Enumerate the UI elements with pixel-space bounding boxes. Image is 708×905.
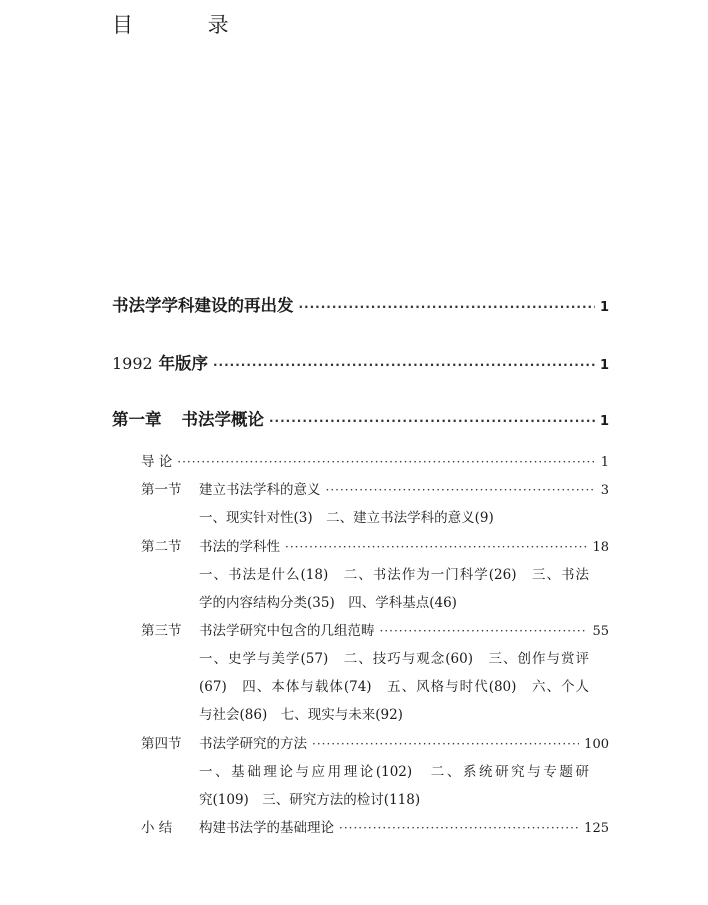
toc-page-number: 100 [584, 737, 609, 752]
toc-entry-label-text: 年版序 [158, 354, 208, 373]
toc-entry-label [141, 732, 307, 752]
toc-page-number: 18 [592, 540, 609, 555]
section-title: 书法的学科性 [199, 539, 280, 555]
toc-entry-section-3[interactable] [141, 619, 609, 639]
toc-entry-label [141, 450, 172, 470]
toc-entry-label [141, 478, 321, 498]
dot-leader [339, 821, 579, 835]
subsection-list: 学的内容结构分类(35) 四、学科基点(46) [199, 595, 457, 611]
toc-page-number: 1 [599, 414, 609, 429]
chapter-title: 书法学概论 [181, 410, 264, 429]
toc-page-number: 125 [584, 821, 609, 836]
section-head: 小 结 [141, 820, 173, 836]
toc-entry-label [141, 535, 280, 555]
subsection-list: 一、史学与美学(57) 二、技巧与观念(60) 三、创作与赏评 [199, 651, 589, 667]
toc-entry-label [141, 816, 334, 836]
toc-entry-section-4[interactable] [141, 732, 609, 752]
toc-entry-preface[interactable] [112, 292, 609, 316]
toc-entry-section-1[interactable] [141, 478, 609, 498]
dot-leader [380, 624, 588, 638]
subsection-list: 一、书法是什么(18) 二、书法作为一门科学(26) 三、书法 [199, 567, 589, 583]
subsection-list: (67) 四、本体与载体(74) 五、风格与时代(80) 六、个人 [199, 679, 589, 695]
dot-leader [213, 358, 595, 372]
toc-page-number: 1 [600, 455, 609, 470]
section-title: 构建书法学的基础理论 [199, 820, 334, 836]
section-title: 建立书法学科的意义 [199, 482, 321, 498]
dot-leader [326, 483, 596, 497]
section-title: 书法学研究的方法 [199, 736, 307, 752]
section-head: 第一节 [141, 482, 182, 498]
subsection-list: 一、基础理论与应用理论(102) 二、系统研究与专题研 [199, 764, 589, 780]
toc-entry-intro[interactable] [141, 450, 609, 470]
toc-entry-1992-preface[interactable] [112, 350, 609, 374]
toc-entry-year: 1992 [112, 354, 153, 373]
dot-leader [177, 455, 595, 469]
toc-entry-section-2[interactable] [141, 535, 609, 555]
toc-entry-label [112, 406, 264, 430]
section-head: 第四节 [141, 736, 182, 752]
dot-leader [299, 300, 595, 314]
section-title: 书法学研究中包含的几组范畴 [199, 623, 375, 639]
toc-entry-label: 书法学学科建设的再出发 [112, 296, 294, 315]
subsection-list: 究(109) 三、研究方法的检讨(118) [199, 792, 421, 808]
toc-page-number: 1 [599, 300, 609, 315]
dot-leader [285, 540, 587, 554]
toc-entry-summary[interactable] [141, 816, 609, 836]
section-head: 第二节 [141, 539, 182, 555]
chapter-number: 第一章 [112, 410, 162, 429]
section-head: 第三节 [141, 623, 182, 639]
toc-entry-label [141, 619, 375, 639]
subsection-list: 与社会(86) 七、现实与未来(92) [199, 707, 403, 723]
toc-page-number: 3 [600, 483, 609, 498]
toc-entry-label [112, 350, 208, 374]
dot-leader [269, 414, 595, 428]
dot-leader [312, 737, 579, 751]
subsection-list: 一、现实针对性(3) 二、建立书法学科的意义(9) [199, 510, 494, 526]
section-head: 导 论 [141, 454, 173, 470]
toc-entry-chapter-1[interactable] [112, 406, 609, 430]
page-title: 目 录 [112, 13, 263, 37]
toc-page-number: 1 [599, 358, 609, 373]
toc-page-number: 55 [592, 624, 609, 639]
